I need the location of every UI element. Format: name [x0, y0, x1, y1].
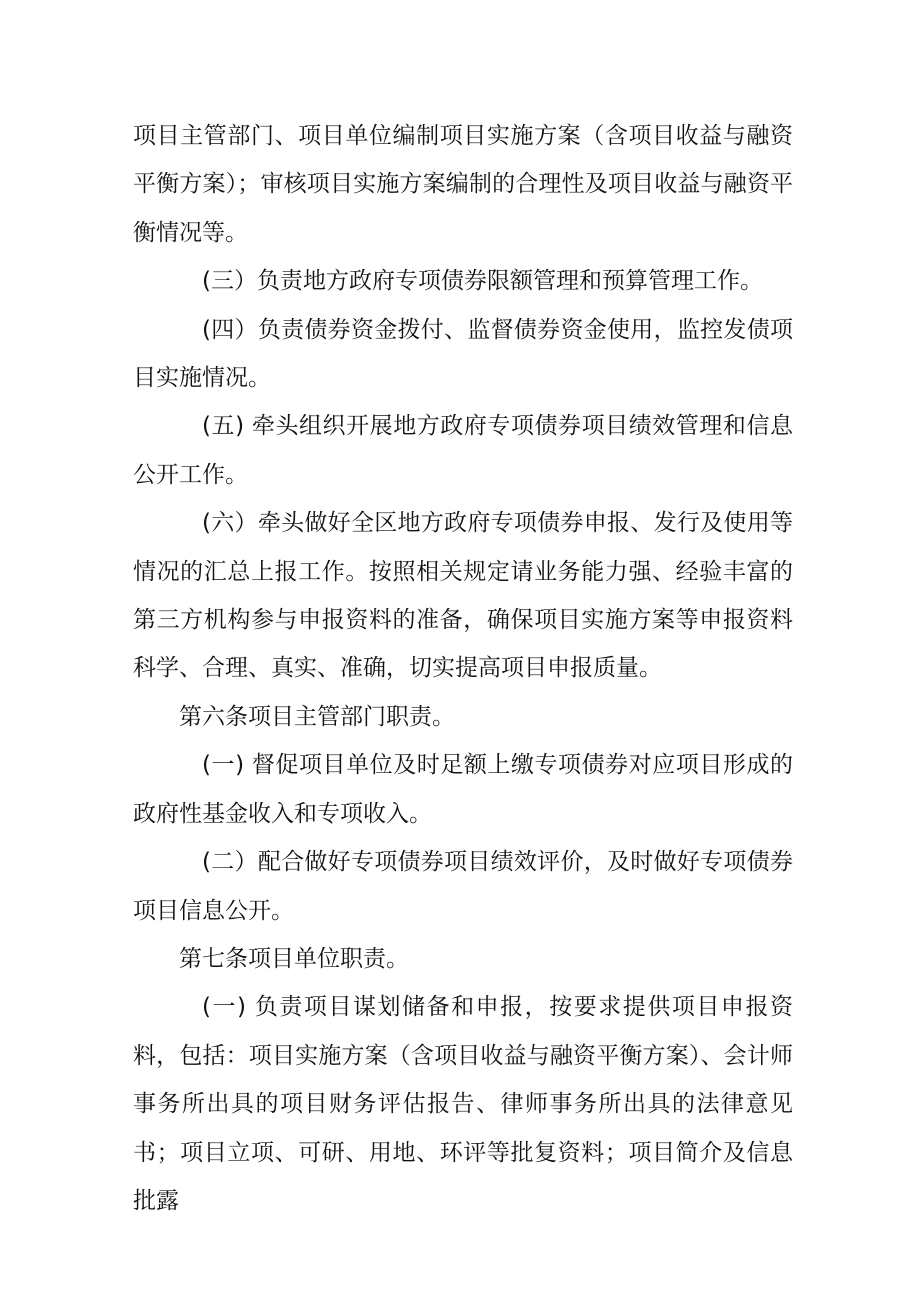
article-7-heading: 第七条项目单位职责。 — [179, 945, 409, 972]
paragraph-article6-item-2: (二）配合做好专项债券项目绩效评价，及时做好专项债券项目信息公开。 — [133, 849, 793, 924]
paragraph-item-5: (五) 牵头组织开展地方政府专项债券项目绩效管理和信息公开工作。 — [133, 413, 793, 488]
paragraph-item-4: (四）负责债券资金拨付、监督债券资金使用，监控发债项目实施情况。 — [133, 316, 793, 392]
paragraph-article7-item-1: (一) 负责项目谋划储备和申报，按要求提供项目申报资料，包括：项目实施方案（含项目收益与融资平衡方案）、会计师事务所出具的项目财务评估报告、律师事务所出具的法律意见书；项目立项、可研、用地、环评等批复资料；项目简介及信息批露 — [133, 994, 793, 1214]
document-body — [133, 112, 793, 1225]
paragraph-item-3: (三）负责地方政府专项债券限额管理和预算管理工作。 — [202, 268, 763, 295]
paragraph-article6-item-1: (一) 督促项目单位及时足额上缴专项债券对应项目形成的政府性基金收入和专项收入。 — [133, 752, 793, 827]
paragraph-item-6: (六）牵头做好全区地方政府专项债券申报、发行及使用等情况的汇总上报工作。按照相关规定请业务能力强、经验丰富的第三方机构参与申报资料的准备，确保项目实施方案等申报资料科学、合理、真实、准确，切实提高项目申报质量。 — [133, 510, 793, 682]
paragraph-continued: 项目主管部门、项目单位编制项目实施方案（含项目收益与融资平衡方案）；审核项目实施方案编制的合理性及项目收益与融资平衡情况等。 — [133, 123, 793, 246]
article-6-heading: 第六条项目主管部门职责。 — [179, 703, 455, 730]
